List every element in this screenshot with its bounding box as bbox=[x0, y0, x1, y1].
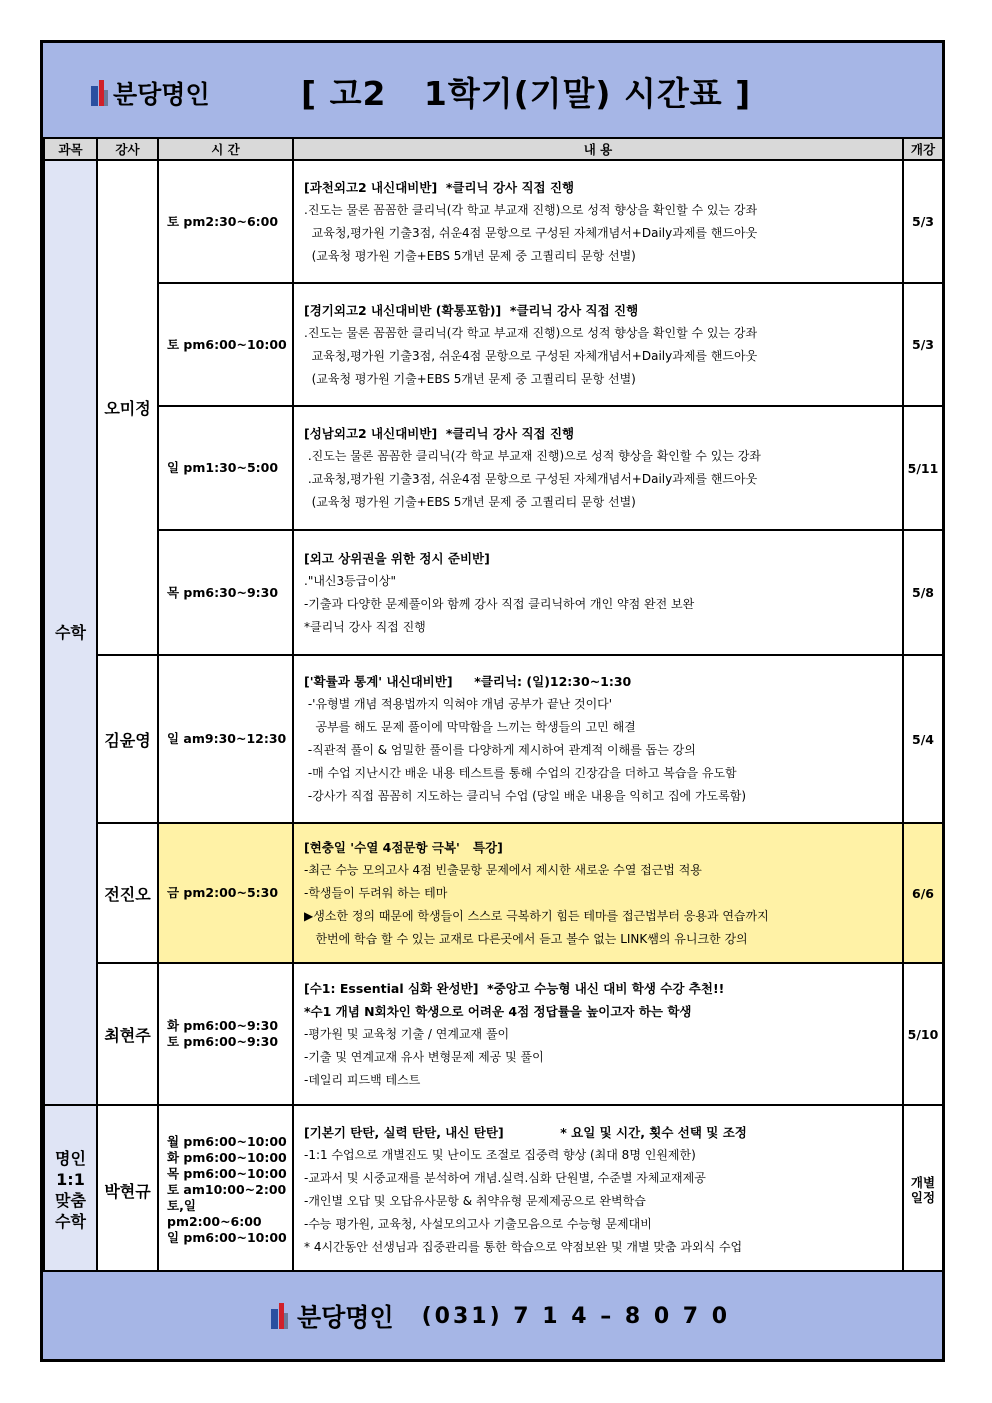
course-heading: [현충일 '수열 4점문항 극복' 특강] bbox=[304, 839, 503, 855]
course-description-line: -교과서 및 시중교재를 분석하여 개념.실력.심화 단원별, 수준별 자체교재제공 bbox=[304, 1171, 706, 1185]
course-description-line: -개인별 오답 및 오답유사문항 & 취약유형 문제제공으로 완벽학습 bbox=[304, 1194, 646, 1208]
teacher-cell: 최현주 bbox=[97, 963, 158, 1105]
col-header-time: 시 간 bbox=[158, 138, 293, 160]
course-description-line: 교육청,평가원 기출3점, 쉬운4점 문항으로 구성된 자체개념서+Daily과제를 핸드아웃 bbox=[304, 225, 758, 240]
course-heading: *수1 개념 N회차인 학생으로 어려운 4점 정답률을 높이고자 하는 학생 bbox=[304, 1003, 692, 1019]
course-heading: [외고 상위권을 위한 정시 준비반] bbox=[304, 550, 490, 566]
time-cell: 일 pm1:30~5:00 bbox=[158, 406, 293, 530]
time-cell: 화 pm6:00~9:30 토 pm6:00~9:30 bbox=[158, 963, 293, 1105]
course-description-line: -수능 평가원, 교육청, 사설모의고사 기출모음으로 수능형 문제대비 bbox=[304, 1217, 652, 1231]
course-description-line: .진도는 물론 꼼꼼한 클리닉(각 학교 부교재 진행)으로 성적 향상을 확인할 수 있는 강좌 bbox=[304, 325, 758, 340]
content-cell bbox=[293, 160, 903, 283]
col-header-subject: 과목 bbox=[44, 138, 97, 160]
start-date-cell: 6/6 bbox=[903, 823, 943, 963]
table-row bbox=[44, 823, 943, 963]
footer-academy-name: 분당명인 bbox=[297, 1303, 394, 1332]
course-description-line: .진도는 물론 꼼꼼한 클리닉(각 학교 부교재 진행)으로 성적 향상을 확인할 수 있는 강좌 bbox=[304, 449, 761, 463]
content-cell bbox=[293, 406, 903, 530]
subject-cell: 수학 bbox=[44, 160, 97, 1105]
course-description-line: (교육청 평가원 기출+EBS 5개년 문제 중 고퀄리티 문항 선별) bbox=[304, 371, 636, 386]
teacher-cell: 김윤영 bbox=[97, 655, 158, 823]
table-row bbox=[44, 283, 943, 406]
table-row bbox=[44, 655, 943, 823]
course-description-line: -1:1 수업으로 개별진도 및 난이도 조절로 집중력 향상 (최대 8명 인원제한) bbox=[304, 1148, 696, 1162]
course-heading: [기본기 탄탄, 실력 탄탄, 내신 탄탄] * 요일 및 시간, 횟수 선택 및 조정 bbox=[304, 1125, 747, 1140]
academy-logo-icon bbox=[91, 80, 109, 106]
header-banner bbox=[43, 43, 942, 139]
course-description-line: -매 수업 지난시간 배운 내용 테스트를 통해 수업의 긴장감을 더하고 복습을 유도함 bbox=[304, 766, 737, 780]
course-heading: [경기외고2 내신대비반 (확통포함)] *클리닉 강사 직접 진행 bbox=[304, 302, 639, 318]
academy-name: 분당명인 bbox=[113, 80, 210, 109]
course-description-line: -학생들이 두려워 하는 테마 bbox=[304, 885, 448, 900]
col-header-content: 내 용 bbox=[293, 138, 903, 160]
content-cell bbox=[293, 823, 903, 963]
start-date-cell: 5/3 bbox=[903, 160, 943, 283]
time-cell: 월 pm6:00~10:00 화 pm6:00~10:00 목 pm6:00~10:00 토 am10:00~2:00 토,일 pm2:00~6:00 일 pm6:00~10:00 bbox=[158, 1105, 293, 1275]
course-heading: [과천외고2 내신대비반] *클리닉 강사 직접 진행 bbox=[304, 179, 575, 195]
course-description-line: ▶생소한 정의 때문에 학생들이 스스로 극복하기 힘든 테마를 접근법부터 응용과 연습까지 bbox=[304, 908, 769, 923]
table-row bbox=[44, 963, 943, 1105]
teacher-cell: 박현규 bbox=[97, 1105, 158, 1275]
content-cell bbox=[293, 963, 903, 1105]
start-date-cell: 5/8 bbox=[903, 530, 943, 655]
course-description-line: -데일리 피드백 테스트 bbox=[304, 1072, 421, 1087]
course-description-line: (교육청 평가원 기출+EBS 5개년 문제 중 고퀄리티 문항 선별) bbox=[304, 495, 636, 509]
content-cell bbox=[293, 1105, 903, 1275]
col-header-teacher: 강사 bbox=[97, 138, 158, 160]
table-row bbox=[44, 406, 943, 530]
course-description-line: * 4시간동안 선생님과 집중관리를 통한 학습으로 약점보완 및 개별 맞춤 과외식 수업 bbox=[304, 1240, 743, 1254]
content-cell bbox=[293, 530, 903, 655]
course-description-line: -'유형별 개념 적용법까지 익혀야 개념 공부가 끝난 것이다' bbox=[304, 697, 613, 711]
col-header-start: 개강 bbox=[903, 138, 943, 160]
teacher-cell: 오미정 bbox=[97, 160, 158, 655]
teacher-cell: 전진오 bbox=[97, 823, 158, 963]
time-cell: 토 pm6:00~10:00 bbox=[158, 283, 293, 406]
table-header-row bbox=[44, 138, 943, 160]
course-description-line: ."내신3등급이상" bbox=[304, 573, 397, 588]
footer-banner bbox=[43, 1270, 942, 1359]
course-description-line: 한번에 학습 할 수 있는 교재로 다른곳에서 듣고 볼수 없는 LINK쌤의 유니크한 강의 bbox=[304, 931, 748, 946]
course-description-line: -평가원 및 교육청 기출 / 연계교재 풀이 bbox=[304, 1026, 510, 1041]
time-cell: 금 pm2:00~5:30 bbox=[158, 823, 293, 963]
start-date-cell: 5/10 bbox=[903, 963, 943, 1105]
course-heading: ['확률과 통계' 내신대비반] *클리닉: (일)12:30~1:30 bbox=[304, 674, 632, 689]
table-row bbox=[44, 1105, 943, 1275]
page-title: [ 고2 1학기(기말) 시간표 ] bbox=[301, 74, 752, 113]
schedule-table bbox=[43, 137, 944, 1276]
course-description-line: .진도는 물론 꼼꼼한 클리닉(각 학교 부교재 진행)으로 성적 향상을 확인할 수 있는 강좌 bbox=[304, 202, 758, 217]
course-description-line: -최근 수능 모의고사 4점 빈출문항 문제에서 제시한 새로운 수열 접근법 적용 bbox=[304, 862, 702, 877]
start-date-cell: 5/3 bbox=[903, 283, 943, 406]
time-cell: 토 pm2:30~6:00 bbox=[158, 160, 293, 283]
table-row bbox=[44, 530, 943, 655]
timetable-frame bbox=[40, 40, 945, 1362]
course-description-line: 공부를 해도 문제 풀이에 막막함을 느끼는 학생들의 고민 해결 bbox=[304, 720, 636, 734]
course-description-line: -기출과 다양한 문제풀이와 함께 강사 직접 클리닉하여 개인 약점 완전 보완 bbox=[304, 596, 695, 611]
course-description-line: -기출 및 연계교재 유사 변형문제 제공 및 풀이 bbox=[304, 1049, 544, 1064]
table-row bbox=[44, 160, 943, 283]
course-heading: [성남외고2 내신대비반] *클리닉 강사 직접 진행 bbox=[304, 426, 575, 441]
subject-cell: 명인 1:1 맞춤 수학 bbox=[44, 1105, 97, 1275]
course-description-line: (교육청 평가원 기출+EBS 5개년 문제 중 고퀄리티 문항 선별) bbox=[304, 248, 636, 263]
content-cell bbox=[293, 655, 903, 823]
course-description-line: .교육청,평가원 기출3점, 쉬운4점 문항으로 구성된 자체개념서+Daily과제를 핸드아웃 bbox=[304, 472, 758, 486]
footer-logo-icon bbox=[271, 1303, 289, 1329]
course-description-line: 교육청,평가원 기출3점, 쉬운4점 문항으로 구성된 자체개념서+Daily과제를 핸드아웃 bbox=[304, 348, 758, 363]
time-cell: 일 am9:30~12:30 bbox=[158, 655, 293, 823]
time-cell: 목 pm6:30~9:30 bbox=[158, 530, 293, 655]
start-date-cell: 5/11 bbox=[903, 406, 943, 530]
academy-logo bbox=[91, 75, 210, 111]
course-description-line: -직관적 풀이 & 엄밀한 풀이를 다양하게 제시하여 관계적 이해를 돕는 강의 bbox=[304, 743, 696, 757]
course-description-line: -강사가 직접 꼼꼼히 지도하는 클리닉 수업 (당일 배운 내용을 익히고 집에 가도록함) bbox=[304, 789, 747, 803]
start-date-cell: 개별 일정 bbox=[903, 1105, 943, 1275]
course-heading: [수1: Essential 심화 완성반] *중앙고 수능형 내신 대비 학생 수강 추천!! bbox=[304, 980, 725, 996]
start-date-cell: 5/4 bbox=[903, 655, 943, 823]
footer-phone: (031) 7 1 4 – 8 0 7 0 bbox=[421, 1303, 731, 1329]
course-description-line: *클리닉 강사 직접 진행 bbox=[304, 619, 426, 634]
content-cell bbox=[293, 283, 903, 406]
